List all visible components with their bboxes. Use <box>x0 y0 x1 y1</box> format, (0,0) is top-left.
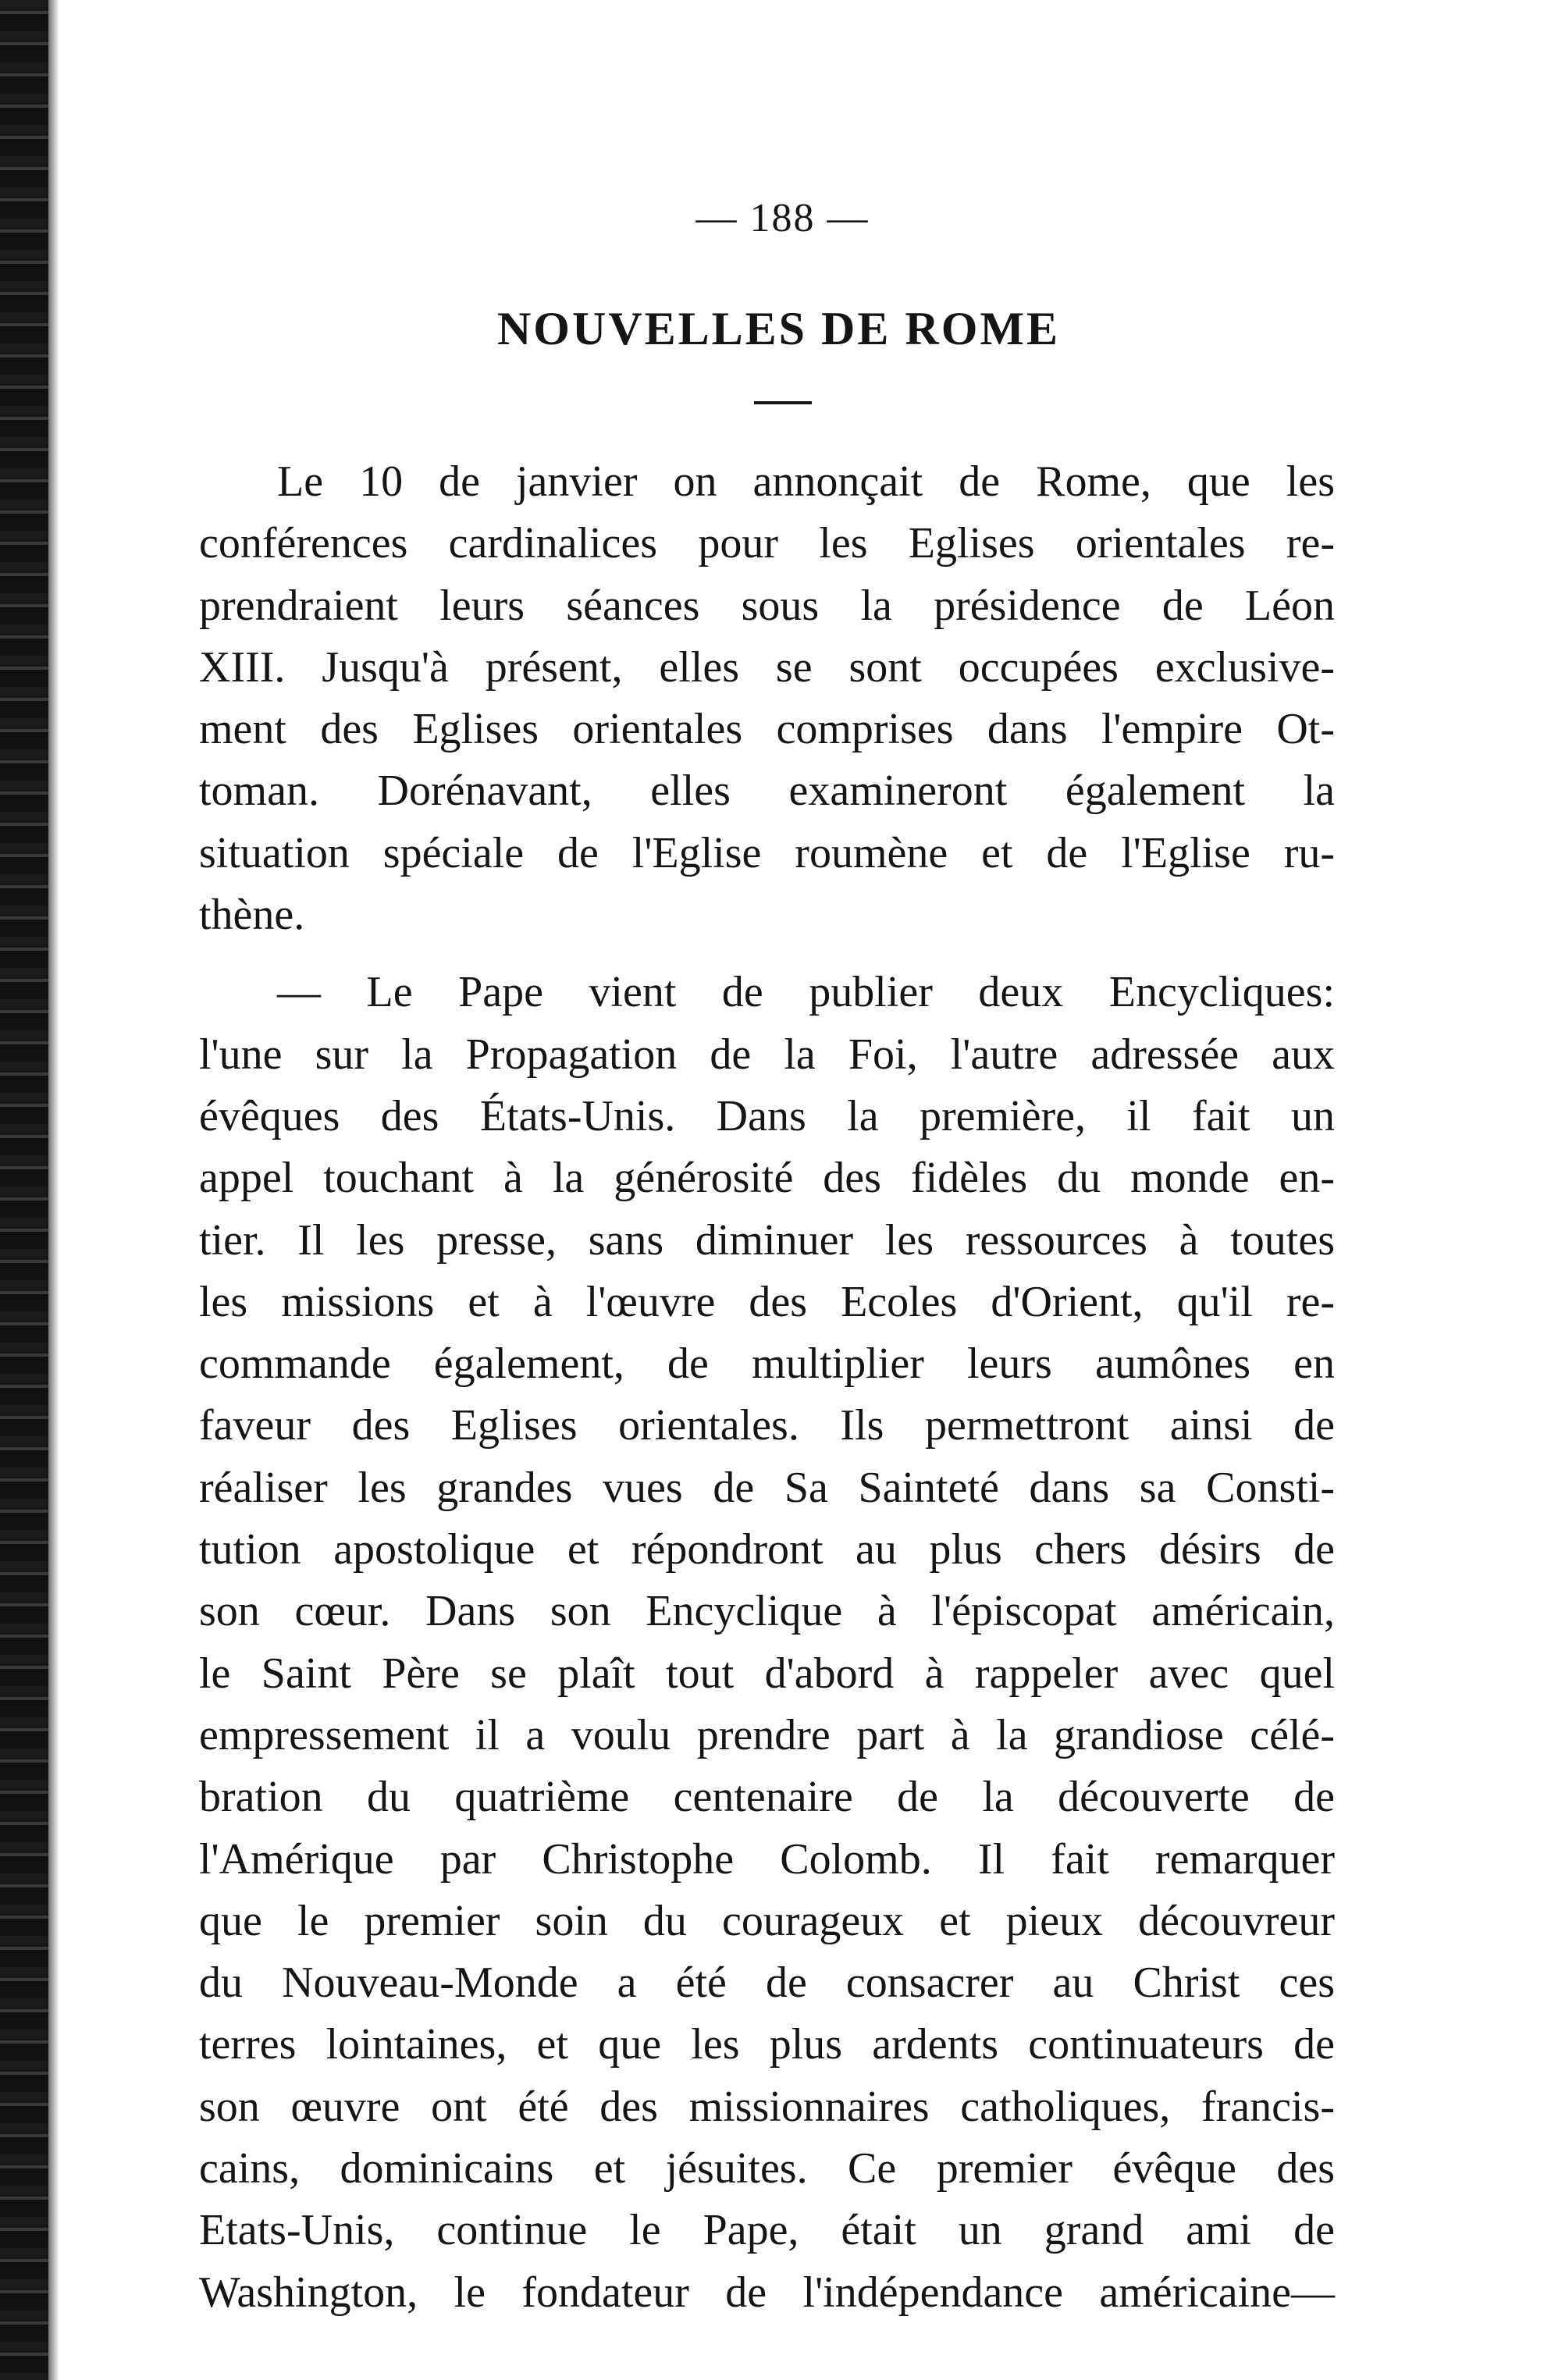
text-line: XIII. Jusqu'à présent, elles se sont occupées exclusive- <box>199 642 1335 692</box>
text-line: son œuvre ont été des missionnaires catholiques, francis- <box>199 2082 1335 2131</box>
text-line: tution apostolique et répondront au plus chers désirs de <box>199 1525 1335 1574</box>
text-line: du Nouveau-Monde a été de consacrer au Christ ces <box>199 1958 1335 2008</box>
text-line: appel touchant à la générosité des fidèles du monde en- <box>199 1154 1335 1203</box>
book-binding-edge <box>0 0 48 2380</box>
paragraph-1 <box>199 451 1335 946</box>
text-line: cains, dominicains et jésuites. Ce premier évêque des <box>199 2144 1335 2193</box>
text-line: empressement il a voulu prendre part à la grandiose célé- <box>199 1710 1335 1759</box>
text-line: Etats-Unis, continue le Pape, était un grand ami de <box>199 2206 1335 2255</box>
text-line: toman. Dorénavant, elles examineront également la <box>199 767 1335 816</box>
text-line: prendraient leurs séances sous la présidence de Léon <box>199 581 1335 630</box>
title-divider <box>754 401 812 404</box>
text-line: situation spéciale de l'Eglise roumène et de l'Eglise ru- <box>199 828 1335 877</box>
page-number: — 188 — <box>695 196 870 240</box>
text-line: l'une sur la Propagation de la Foi, l'autre adressée aux <box>199 1030 1335 1079</box>
text-line: tier. Il les presse, sans diminuer les ressources à toutes <box>199 1215 1335 1265</box>
text-line: conférences cardinalices pour les Eglises orientales re- <box>199 519 1335 568</box>
text-line: thène. <box>199 891 305 940</box>
text-line: Washington, le fondateur de l'indépendance américaine— <box>199 2268 1335 2317</box>
text-line: commande également, de multiplier leurs aumônes en <box>199 1339 1335 1389</box>
text-line: terres lointaines, et que les plus ardents continuateurs de <box>199 2020 1335 2069</box>
section-title: NOUVELLES DE ROME <box>496 303 1061 354</box>
text-line: que le premier soin du courageux et pieux découvreur <box>199 1896 1335 1945</box>
text-line: — Le Pape vient de publier deux Encycliques: <box>277 968 1335 1017</box>
text-line: réaliser les grandes vues de Sa Sainteté dans sa Consti- <box>199 1463 1335 1512</box>
text-line: les missions et à l'œuvre des Ecoles d'Orient, qu'il re- <box>199 1277 1335 1326</box>
text-line: l'Amérique par Christophe Colomb. Il fait remarquer <box>199 1834 1335 1884</box>
paragraph-2 <box>199 962 1335 2324</box>
text-line: son cœur. Dans son Encyclique à l'épiscopat américain, <box>199 1587 1335 1636</box>
text-line: bration du quatrième centenaire de la découverte de <box>199 1773 1335 1822</box>
text-line: le Saint Père se plaît tout d'abord à rappeler avec quel <box>199 1649 1335 1698</box>
text-line: évêques des États-Unis. Dans la première, il fait un <box>199 1091 1335 1140</box>
book-page <box>199 195 1335 2324</box>
text-line: ment des Eglises orientales comprises dans l'empire Ot- <box>199 705 1335 754</box>
text-line: Le 10 de janvier on annonçait de Rome, que les <box>277 457 1335 506</box>
text-line: faveur des Eglises orientales. Ils permettront ainsi de <box>199 1401 1335 1450</box>
